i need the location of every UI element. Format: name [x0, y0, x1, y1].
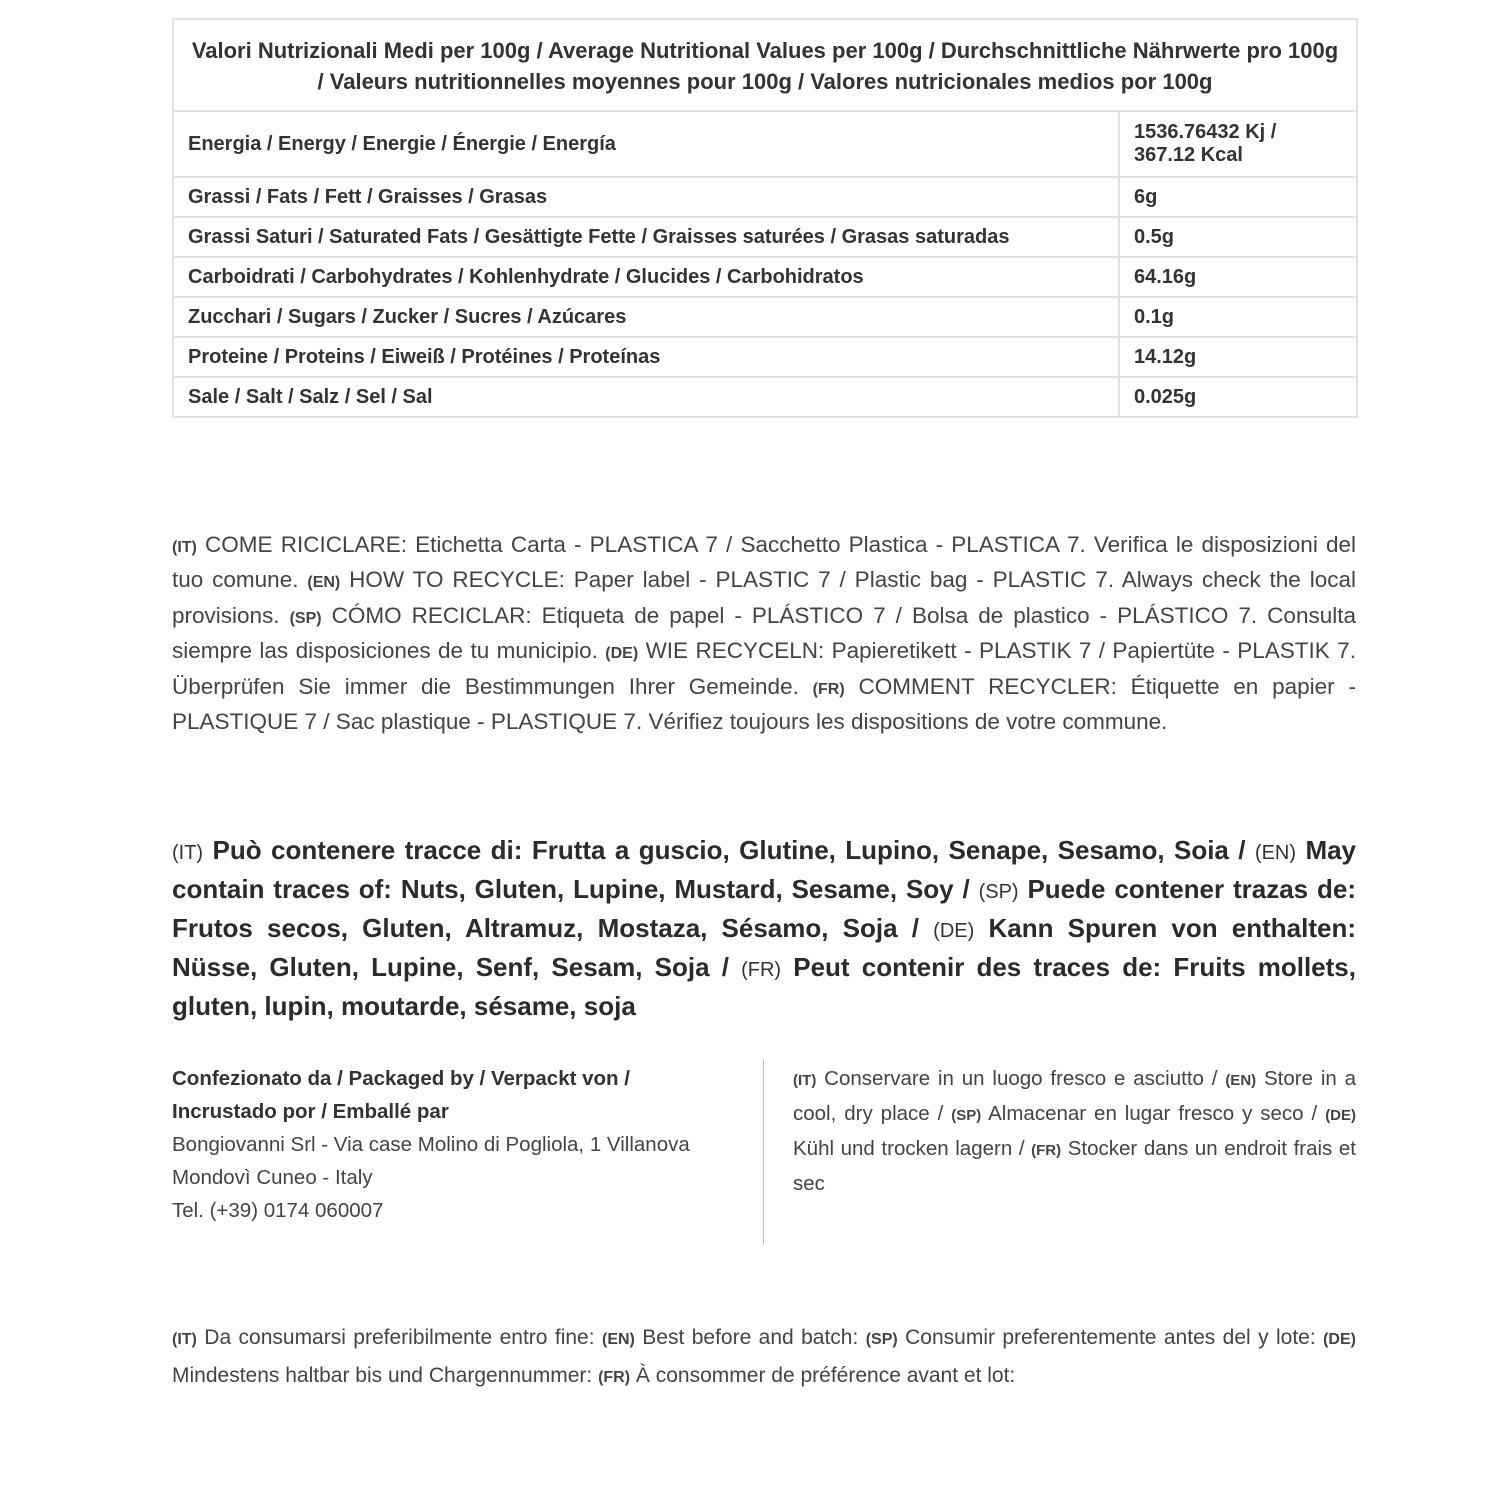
table-row	[173, 217, 1357, 257]
nutrient-label: Zucchari / Sugars / Zucker / Sucres / Azúcares	[173, 297, 1119, 337]
lang-tag-de: (DE)	[1325, 1107, 1357, 1124]
nutrient-value: 14.12g	[1119, 337, 1357, 377]
lang-tag-fr: (FR)	[598, 1369, 631, 1386]
allergen-text-en: May contain traces of: Nuts, Gluten, Lupine, Mustard, Sesame, Soy /	[172, 835, 1357, 904]
product-label-sheet	[172, 18, 1357, 1387]
table-row	[173, 377, 1357, 417]
lang-tag-en: (EN)	[1254, 842, 1297, 864]
nutrient-value	[1119, 111, 1357, 177]
recycling-text-de: WIE RECYCELN: Papieretikett - PLASTIK 7 / Papiertüte - PLASTIK 7. Überprüfen Sie immer die Bestimmungen Ihrer Gemeinde.	[172, 638, 1356, 699]
recycling-text-sp: CÓMO RECICLAR: Etiqueta de papel - PLÁSTICO 7 / Bolsa de plastico - PLÁSTICO 7. Consulta siempre las disposiciones de tu municipio.	[172, 602, 1356, 663]
nutrient-value: 0.025g	[1119, 377, 1357, 417]
table-row	[173, 257, 1357, 297]
packager-title-line2: Incrustado por / Emballé par	[172, 1100, 449, 1123]
nutrient-label: Grassi / Fats / Fett / Graisses / Grasas	[173, 177, 1119, 217]
packager-address-line2: Mondovì Cuneo - Italy	[172, 1166, 373, 1189]
best-before-text-it: Da consumarsi preferibilmente entro fine:	[204, 1326, 595, 1349]
table-row	[173, 177, 1357, 217]
storage-text-fr: Stocker dans un endroit frais et sec	[793, 1137, 1356, 1195]
lang-tag-de: (DE)	[933, 920, 975, 942]
lang-tag-sp: (SP)	[289, 609, 322, 627]
lang-tag-it: (IT)	[172, 1331, 197, 1348]
allergen-text-it: Può contenere tracce di: Frutta a guscio, Glutine, Lupino, Senape, Sesamo, Soia /	[212, 835, 1246, 865]
lang-tag-sp: (SP)	[978, 881, 1019, 903]
lang-tag-fr: (FR)	[812, 680, 845, 698]
energy-kj: 1536.76432 Kj /	[1134, 121, 1277, 143]
nutrient-label: Sale / Salt / Salz / Sel / Sal	[173, 377, 1119, 417]
allergen-text-sp: Puede contener trazas de: Frutos secos, Gluten, Altramuz, Mostaza, Sésamo, Soja /	[172, 874, 1356, 943]
lang-tag-en: (EN)	[307, 574, 341, 591]
nutrient-value: 64.16g	[1119, 257, 1357, 297]
recycling-instructions	[172, 529, 1356, 739]
table-row	[173, 297, 1357, 337]
nutrient-label: Proteine / Proteins / Eiweiß / Protéines / Proteínas	[173, 337, 1119, 377]
lang-tag-en: (EN)	[601, 1331, 635, 1348]
storage-text-sp: Almacenar en lugar fresco y seco /	[988, 1102, 1318, 1125]
best-before-text-fr: À consommer de préférence avant et lot:	[635, 1364, 1016, 1387]
storage-instructions	[793, 1062, 1356, 1200]
nutrient-label: Grassi Saturi / Saturated Fats / Gesättigte Fette / Graisses saturées / Grasas saturadas	[173, 217, 1119, 257]
recycling-text-en: HOW TO RECYCLE: Paper label - PLASTIC 7 / Plastic bag - PLASTIC 7. Always check the local provisions.	[172, 567, 1356, 628]
allergen-text-fr: Peut contenir des traces de: Fruits mollets, gluten, lupin, moutarde, sésame, soja	[172, 952, 1356, 1021]
allergen-text-de: Kann Spuren von enthalten: Nüsse, Gluten, Lupine, Senf, Sesam, Soja /	[172, 913, 1357, 982]
column-divider	[763, 1060, 764, 1244]
lang-tag-de: (DE)	[1323, 1331, 1356, 1348]
storage-text-en: Store in a cool, dry place /	[793, 1067, 1357, 1125]
packager-address-line1: Bongiovanni Srl - Via case Molino di Pogliola, 1 Villanova	[172, 1133, 690, 1156]
energy-kcal: 367.12 Kcal	[1134, 144, 1243, 166]
lang-tag-it: (IT)	[172, 538, 197, 556]
lang-tag-it: (IT)	[793, 1072, 817, 1089]
recycling-text-it: COME RICICLARE: Etichetta Carta - PLASTICA 7 / Sacchetto Plastica - PLASTICA 7. Verifica le disposizioni del tuo comune.	[172, 531, 1356, 592]
nutrient-value: 6g	[1119, 177, 1357, 217]
storage-text-de: Kühl und trocken lagern /	[793, 1137, 1025, 1160]
storage-text-it: Conservare in un luogo fresco e asciutto /	[824, 1067, 1218, 1090]
nutrient-label: Carboidrati / Carbohydrates / Kohlenhydrate / Glucides / Carbohidratos	[173, 257, 1119, 297]
recycling-text-fr: COMMENT RECYCLER: Étiquette en papier - PLASTIQUE 7 / Sac plastique - PLASTIQUE 7. Vérifiez toujours les dispositions de votre commune.	[172, 673, 1356, 734]
lang-tag-fr: (FR)	[1031, 1142, 1062, 1159]
lang-tag-sp: (SP)	[865, 1331, 898, 1348]
best-before-notice	[172, 1320, 1356, 1396]
packager-title-line1: Confezionato da / Packaged by / Verpackt von /	[172, 1067, 630, 1090]
table-row	[173, 111, 1357, 177]
lang-tag-fr: (FR)	[741, 959, 782, 981]
lang-tag-sp: (SP)	[951, 1107, 982, 1124]
lang-tag-de: (DE)	[605, 645, 639, 662]
nutrition-table-header: Valori Nutrizionali Medi per 100g / Average Nutritional Values per 100g / Durchschnittliche Nährwerte pro 100g / Valeurs nutritionnelles moyennes pour 100g / Valores nutricionales medios por 100g	[173, 19, 1357, 111]
lang-tag-it: (IT)	[172, 842, 204, 864]
best-before-text-de: Mindestens haltbar bis und Chargennummer:	[172, 1364, 593, 1387]
best-before-text-sp: Consumir preferentemente antes del y lote:	[905, 1326, 1316, 1349]
lang-tag-en: (EN)	[1225, 1072, 1257, 1089]
table-row	[173, 337, 1357, 377]
nutrient-value: 0.5g	[1119, 217, 1357, 257]
packager-info	[172, 1062, 742, 1227]
best-before-text-en: Best before and batch:	[642, 1326, 859, 1349]
packager-phone: Tel. (+39) 0174 060007	[172, 1199, 384, 1222]
nutrient-value: 0.1g	[1119, 297, 1357, 337]
nutrition-table	[172, 18, 1358, 418]
nutrient-label: Energia / Energy / Energie / Énergie / Energía	[173, 111, 1119, 177]
allergen-warning	[172, 832, 1356, 1024]
